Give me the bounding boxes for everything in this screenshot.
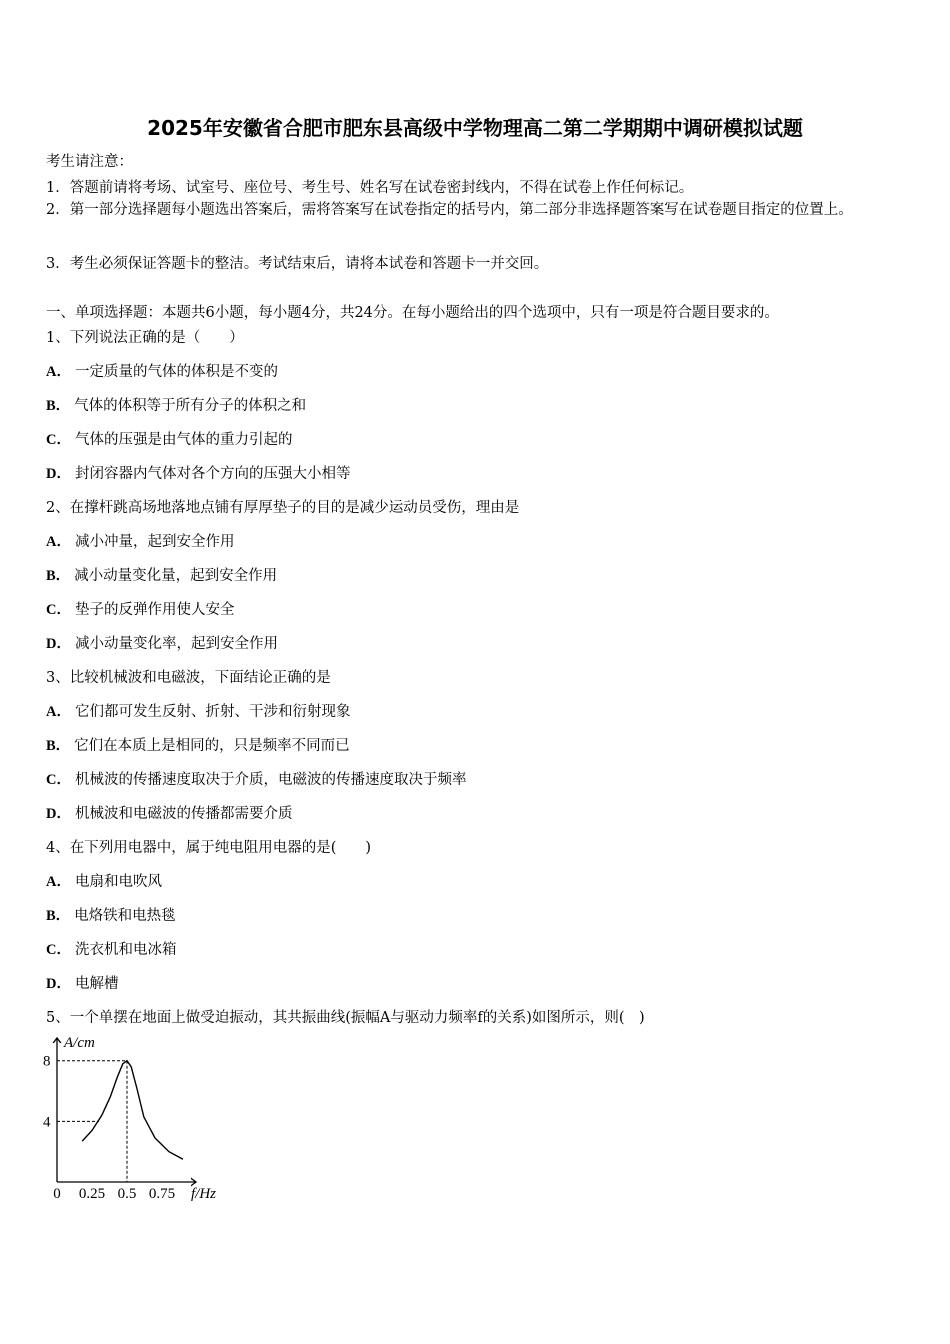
question-1-option-d: D． 封闭容器内气体对各个方向的压强大小相等: [46, 466, 351, 482]
question-4-option-d: D． 电解槽: [46, 976, 119, 992]
resonance-curve: [82, 1061, 183, 1160]
x-tick-label-0.25: 0.25: [78, 1186, 106, 1202]
question-3-option-a: A． 它们都可发生反射、折射、干涉和衍射现象: [46, 704, 351, 720]
page-title: 2025年安徽省合肥市肥东县高级中学物理高二第二学期期中调研模拟试题: [147, 116, 803, 140]
notice-item-1: 1．答题前请将考场、试室号、座位号、考生号、姓名写在试卷密封线内，不得在试卷上作任何标记。: [46, 180, 694, 196]
question-4-option-c: C． 洗衣机和电冰箱: [46, 942, 177, 958]
question-2-option-c: C． 垫子的反弹作用使人安全: [46, 602, 235, 618]
question-2-stem: 2、在撑杆跳高场地落地点铺有厚厚垫子的目的是减少运动员受伤，理由是: [46, 500, 520, 516]
x-tick-label-0: 0: [53, 1186, 61, 1202]
y-tick-label-4: 4: [43, 1114, 51, 1131]
question-1-option-a: A． 一定质量的气体的体积是不变的: [46, 364, 278, 380]
question-2-option-a: A． 减小冲量，起到安全作用: [46, 534, 235, 550]
question-4-stem: 4、在下列用电器中，属于纯电阻用电器的是( ): [46, 840, 372, 856]
question-3-stem: 3、比较机械波和电磁波，下面结论正确的是: [46, 670, 331, 686]
y-axis-label: A/cm: [64, 1035, 95, 1051]
x-tick-label-0.75: 0.75: [148, 1186, 176, 1202]
question-2-option-d: D． 减小动量变化率，起到安全作用: [46, 636, 278, 652]
y-tick-label-8: 8: [43, 1053, 51, 1070]
section-heading: 一、单项选择题：本题共6小题，每小题4分，共24分。在每小题给出的四个选项中，只有一项是符合题目要求的。: [46, 305, 779, 321]
question-3-option-b: B． 它们在本质上是相同的，只是频率不同而已: [46, 738, 350, 754]
question-4-option-b: B． 电烙铁和电热毯: [46, 908, 176, 924]
notice-item-3: 3．考生必须保证答题卡的整洁。考试结束后，请将本试卷和答题卡一并交回。: [46, 256, 549, 272]
resonance-curve-chart: [40, 1030, 240, 1210]
notice-item-2: 2．第一部分选择题每小题选出答案后，需将答案写在试卷指定的括号内，第二部分非选择题答案写在试卷题目指定的位置上。: [46, 202, 853, 218]
question-3-option-d: D． 机械波和电磁波的传播都需要介质: [46, 806, 293, 822]
question-1-stem: 1、下列说法正确的是（ ）: [46, 330, 244, 346]
x-tick-label-0.5: 0.5: [117, 1186, 137, 1202]
x-axis-label: f/Hz: [191, 1186, 217, 1202]
notice-heading: 考生请注意：: [46, 154, 133, 170]
question-1-option-c: C． 气体的压强是由气体的重力引起的: [46, 432, 293, 448]
question-4-option-a: A． 电扇和电吹风: [46, 874, 162, 890]
question-2-option-b: B． 减小动量变化量，起到安全作用: [46, 568, 278, 584]
question-1-option-b: B． 气体的体积等于所有分子的体积之和: [46, 398, 307, 414]
question-3-option-c: C． 机械波的传播速度取决于介质，电磁波的传播速度取决于频率: [46, 772, 467, 788]
question-5-stem: 5、一个单摆在地面上做受迫振动，其共振曲线(振幅A与驱动力频率f的关系)如图所示，则( ): [46, 1010, 645, 1026]
